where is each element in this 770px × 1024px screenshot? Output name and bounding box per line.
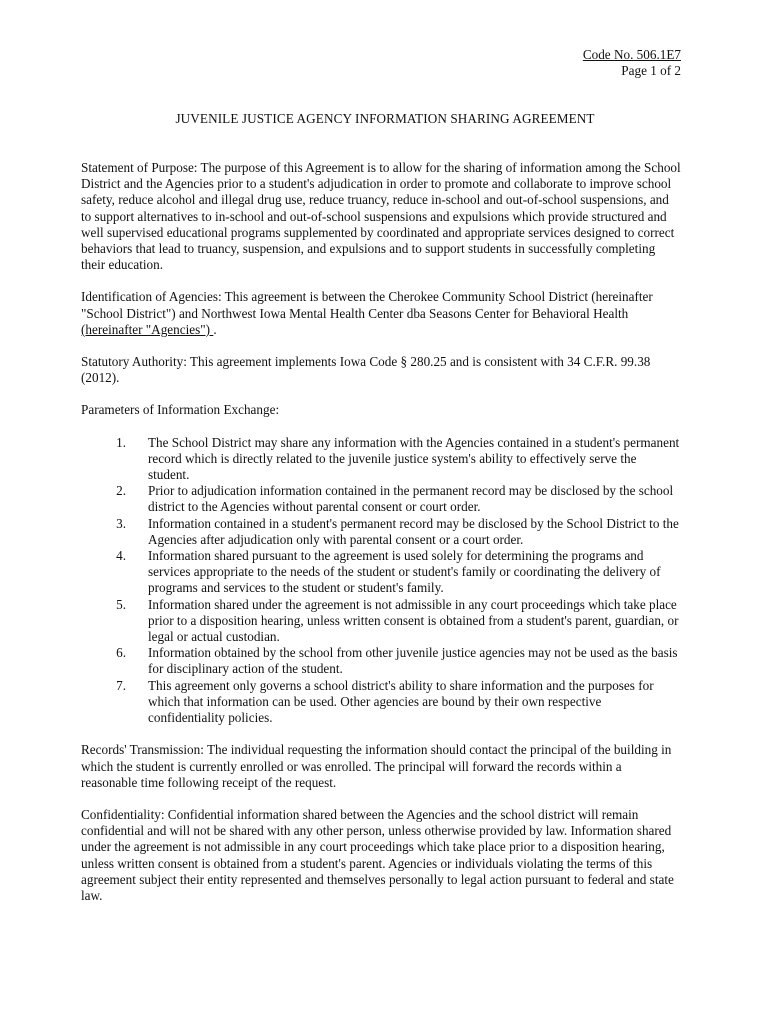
statutory-authority: Statutory Authority: This agreement implements Iowa Code § 280.25 and is consistent with 34 C.F.R. 99.38 (2012). [81, 354, 651, 386]
item-number: 1. [116, 434, 126, 450]
statement-of-purpose: Statement of Purpose: The purpose of this Agreement is to allow for the sharing of information among the School District and the Agencies prior to a student's adjudication in order to promote and collaborate to improve school safety, reduce alcohol and illegal drug use, reduce truancy, reduce in-school and out-of-school suspensions, and to support alternatives to in-school and out-of-school suspensions and expulsions which provide structured and well supervised educational programs supplemented by coordinated and appropriate services designed to correct behaviors that lead to truancy, suspension, and expulsions and to support students in successfully completing their education. [81, 160, 681, 273]
list-item [81, 678, 681, 727]
confidentiality: Confidentiality: Confidential information shared between the Agencies and the school district will remain confidential and will not be shared with any other person, unless otherwise provided by law. Information shared under the agreement is not admissible in any court proceedings which take place prior to a disposition hearing, unless written consent is obtained from a student's parent. Agencies or individuals violating the terms of this agreement subject their entity represented and themselves personally to legal action pursuant to federal and state law. [81, 806, 674, 903]
item-number: 5. [116, 596, 126, 612]
document-body [81, 160, 681, 920]
document-title: JUVENILE JUSTICE AGENCY INFORMATION SHARING AGREEMENT [175, 111, 595, 126]
item-text: The School District may share any information with the Agencies contained in a student's permanent record which is directly related to the juvenile justice system's ability to effectively serve the student. [148, 434, 680, 483]
item-text: Information shared pursuant to the agreement is used solely for determining the programs and services appropriate to the needs of the student or student's family or coordinating the delivery of programs and services to the student or student's family. [148, 548, 661, 596]
identification-end: . [213, 321, 217, 337]
item-text: Information shared under the agreement is not admissible in any court proceedings which take place prior to a disposition hearing, unless written consent is obtained from a student's parent, guardian, or legal or actual custodian. [148, 596, 679, 645]
parameters-list [81, 435, 681, 727]
list-item [81, 597, 681, 646]
item-number: 3. [116, 515, 126, 531]
item-text: Prior to adjudication information contained in the permanent record may be disclosed by the school district to the Agencies without parental consent or court order. [148, 483, 674, 515]
identification-text: Identification of Agencies: This agreement is between the Cherokee Community School District (hereinafter "School District") and Northwest Iowa Mental Health Center dba Seasons Center for Behavioral Health [81, 289, 653, 321]
parameters-heading: Parameters of Information Exchange: [81, 402, 280, 418]
list-item [81, 645, 681, 677]
identification-of-agencies [81, 289, 681, 338]
item-number: 7. [116, 677, 126, 693]
records-transmission: Records' Transmission: The individual requesting the information should contact the principal of the building in which the student is currently enrolled or was enrolled. The principal will forward the records within a reasonable time following receipt of the request. [81, 742, 672, 790]
item-number: 4. [116, 548, 126, 564]
list-item [81, 483, 681, 515]
item-number: 2. [116, 483, 126, 499]
page-number: Page 1 of 2 [621, 63, 681, 78]
list-item [81, 435, 681, 484]
agencies-definition: (hereinafter "Agencies") [81, 321, 214, 337]
item-text: This agreement only governs a school district's ability to share information and the purposes for which that information can be used. Other agencies are bound by their own respective confidentiality policies. [148, 677, 654, 726]
list-item [81, 548, 681, 597]
code-number: Code No. 506.1E7 [582, 47, 681, 62]
item-number: 6. [116, 645, 126, 661]
item-text: Information contained in a student's permanent record may be disclosed by the School District to the Agencies after adjudication only with parental consent or a court order. [148, 515, 679, 547]
document-header [583, 47, 681, 79]
item-text: Information obtained by the school from other juvenile justice agencies may not be used as the basis for disciplinary action of the student. [148, 645, 678, 677]
list-item [81, 516, 681, 548]
